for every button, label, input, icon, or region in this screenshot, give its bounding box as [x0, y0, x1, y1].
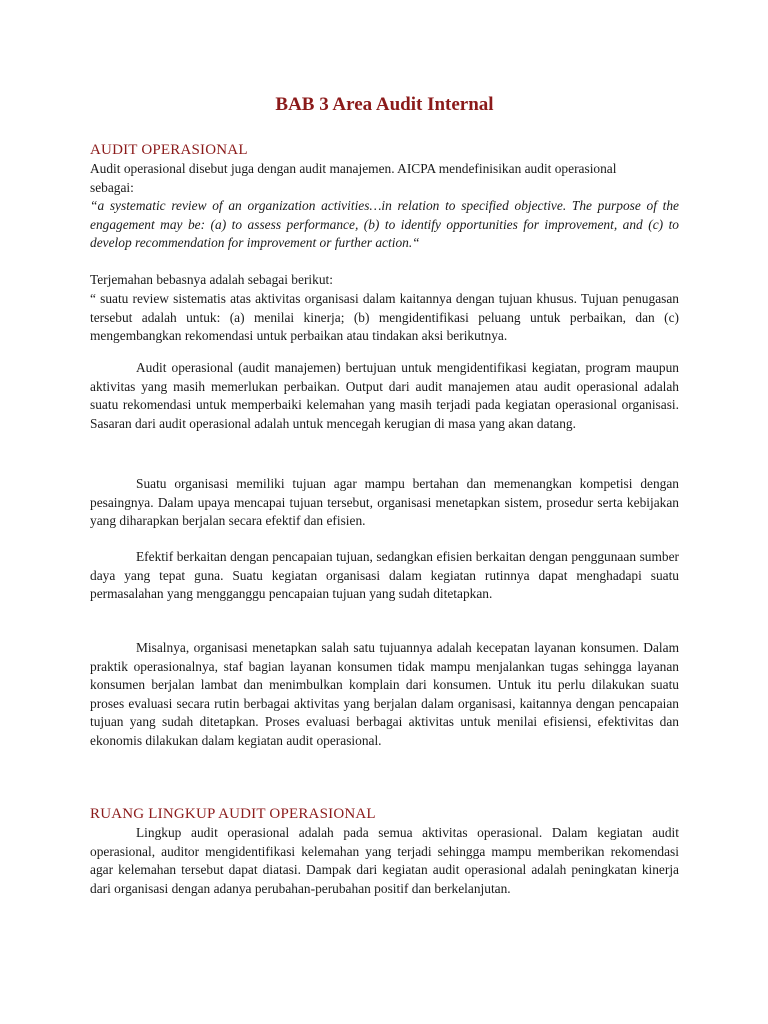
intro-paragraph: Audit operasional disebut juga dengan audit manajemen. AICPA mendefinisikan audit operasional sebagai: [90, 161, 617, 195]
section-heading-ruang-lingkup: RUANG LINGKUP AUDIT OPERASIONAL [90, 806, 376, 822]
aicpa-quote-english: “a systematic review of an organization activities…in relation to specified objective. The purpose of the engagement may be: (a) to assess performance, (b) to identify opportunities for improvement, and (c) to develop recommendation for improvement or further action.“ [90, 198, 679, 251]
section-heading-audit-operasional: AUDIT OPERASIONAL [90, 142, 248, 158]
paragraph-tujuan-audit: Audit operasional (audit manajemen) bertujuan untuk mengidentifikasi kegiatan, program maupun aktivitas yang masih memerlukan perbaikan. Output dari audit manajemen atau audit operasional adalah suatu rekomendasi untuk memperbaiki kelemahan yang masih terjadi pada kegiatan operasional organisasi. Sasaran dari audit operasional adalah untuk mencegah kerugian di masa yang akan datang. [90, 360, 679, 431]
aicpa-quote-indonesian: “ suatu review sistematis atas aktivitas organisasi dalam kaitannya dengan tujuan khusus. Tujuan penugasan tersebut adalah untuk: (a) menilai kinerja; (b) mengidentifikasi peluang untuk perbaikan, dan (c) mengembangkan rekomendasi untuk perbaikan atau tindakan aksi berikutnya. [90, 291, 679, 344]
document-title: BAB 3 Area Audit Internal [275, 94, 494, 115]
translation-label: Terjemahan bebasnya adalah sebagai berikut: [90, 272, 333, 287]
paragraph-ruang-lingkup: Lingkup audit operasional adalah pada semua aktivitas operasional. Dalam kegiatan audit operasional, auditor mengidentifikasi kelemahan yang terjadi sehingga mampu memberikan rekomendasi agar kelemahan tersebut dapat diatasi. Dampak dari kegiatan audit operasional adalah peningkatan kinerja dari organisasi dengan adanya perubahan-perubahan positif dan berkelanjutan. [90, 825, 679, 896]
paragraph-contoh-layanan: Misalnya, organisasi menetapkan salah satu tujuannya adalah kecepatan layanan konsumen. Dalam praktik operasionalnya, staf bagian layanan konsumen tidak mampu menjalankan tugas sehingga layanan konsumen berjalan lambat dan menimbulkan komplain dari konsumen. Untuk itu perlu dilakukan suatu proses evaluasi secara rutin berbagai aktivitas yang berjalan dalam organisasi, kaitannya dengan pencapaian tujuan yang sudah ditetapkan. Proses evaluasi berbagai aktivitas untuk menilai efisiensi, efektivitas dan ekonomis dilakukan dalam kegiatan audit operasional. [90, 640, 679, 748]
paragraph-tujuan-organisasi: Suatu organisasi memiliki tujuan agar mampu bertahan dan memenangkan kompetisi dengan pesaingnya. Dalam upaya mencapai tujuan tersebut, organisasi menetapkan sistem, prosedur serta kebijakan yang diharapkan berjalan secara efektif dan efisien. [90, 476, 679, 529]
paragraph-efektif-efisien: Efektif berkaitan dengan pencapaian tujuan, sedangkan efisien berkaitan dengan penggunaan sumber daya yang tepat guna. Suatu kegiatan organisasi dalam kegiatan rutinnya dapat menghadapi suatu permasalahan yang mengganggu pencapaian tujuan yang sudah ditetapkan. [90, 549, 679, 602]
